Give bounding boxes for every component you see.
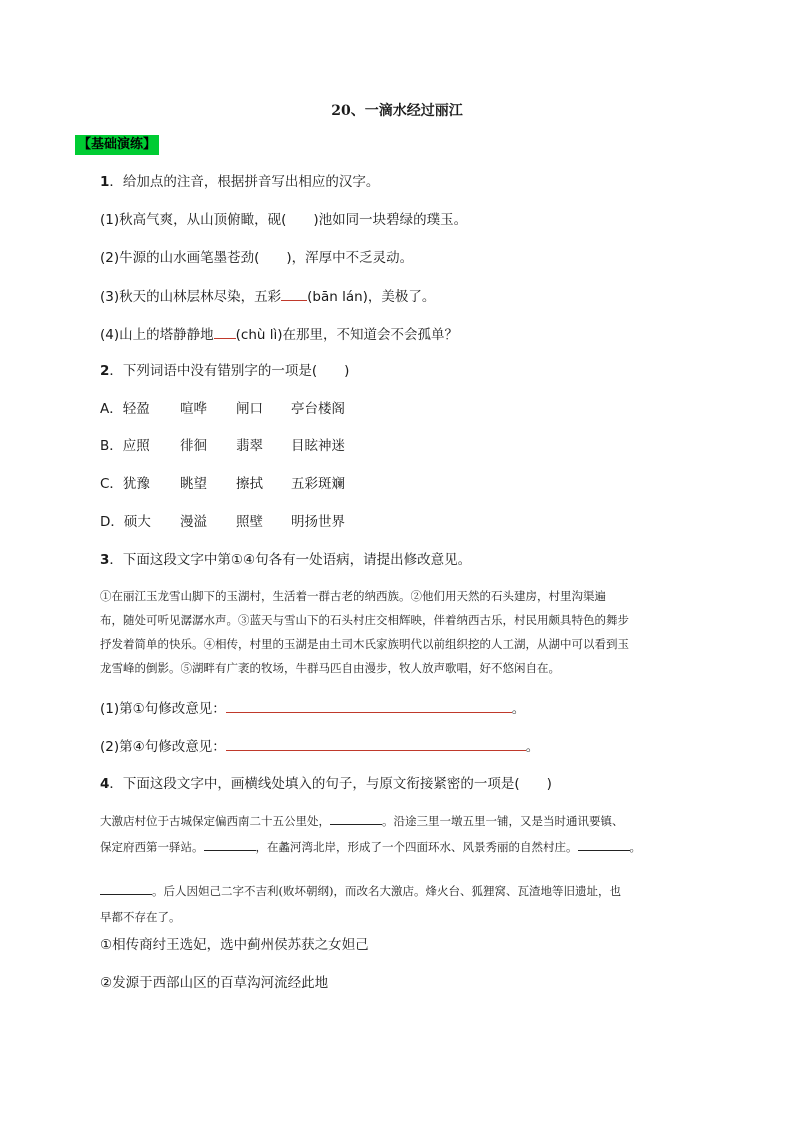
fill-blank	[204, 838, 256, 851]
answer-line[interactable]	[226, 698, 512, 713]
question-number: 3	[100, 552, 110, 568]
q3-answer-1	[100, 698, 525, 719]
fill-blank	[100, 882, 152, 895]
question-2-stem	[100, 361, 349, 381]
q2-option-c	[100, 474, 345, 494]
option-word: 目眩神迷	[291, 438, 345, 454]
question-text: ．下面这段文字中第①④句各有一处语病，请提出修改意见。	[109, 552, 472, 568]
option-word: 漫溢	[180, 514, 207, 530]
question-number: 4	[100, 776, 110, 792]
fill-blank	[330, 812, 382, 825]
option-word: 亭台楼阁	[291, 401, 345, 417]
passage-text: 。	[629, 840, 641, 854]
answer-blank	[281, 286, 307, 301]
question-text: ．下列词语中没有错别字的一项是( )	[109, 363, 350, 379]
answer-label: (1)第①句修改意见：	[100, 701, 226, 717]
fill-blank	[578, 838, 630, 851]
option-word: 徘徊	[180, 438, 207, 454]
q4-choice-1: ①相传商纣王选妃，选中蓟州侯苏获之女妲己	[100, 937, 369, 953]
q4-passage	[100, 808, 730, 930]
answer-end: 。	[525, 739, 540, 755]
answer-blank	[214, 324, 236, 339]
passage-text: 大激店村位于古城保定偏西南二十五公里处，	[100, 814, 330, 828]
question-text: ．下面这段文字中，画横线处填入的句子，与原文衔接紧密的一项是( )	[109, 776, 552, 792]
q2-option-b	[100, 436, 345, 456]
option-word: 眺望	[180, 476, 207, 492]
question-1-stem	[100, 172, 379, 192]
q1-item-4	[100, 324, 458, 345]
q1-item-3	[100, 286, 435, 307]
question-text: ．给加点的注音，根据拼音写出相应的汉字。	[109, 174, 380, 190]
q4-choice-2: ②发源于西部山区的百草沟河流经此地	[100, 975, 329, 991]
q1-item-3-text: (3)秋天的山林层林尽染，五彩	[100, 289, 282, 305]
passage-line: 抒发着简单的快乐。④相传，村里的玉湖是由土司木氏家族明代以前组织挖的人工湖，从湖中可以看到玉	[100, 637, 629, 651]
passage-text: 保定府西第一驿站。	[100, 840, 204, 854]
question-number: 1	[100, 174, 110, 190]
option-label: C．犹豫	[100, 476, 150, 492]
q2-option-a	[100, 399, 345, 419]
answer-label: (2)第④句修改意见：	[100, 739, 226, 755]
question-3-stem	[100, 550, 471, 570]
option-word: 翡翠	[236, 438, 263, 454]
q1-item-4-pinyin: (chù lì)在那里，不知道会不会孤单？	[235, 327, 458, 343]
passage-line: 布，随处可听见潺潺水声。③蓝天与雪山下的石头村庄交相辉映，伴着纳西古乐，村民用颇具特色的舞步	[100, 613, 629, 627]
option-word: 擦拭	[236, 476, 263, 492]
q3-answer-2	[100, 736, 539, 757]
passage-line	[100, 808, 730, 834]
q2-option-d	[100, 512, 345, 532]
option-label: D．硕大	[100, 514, 151, 530]
passage-text: ，在蠡河湾北岸，形成了一个四面环水、风景秀丽的自然村庄。	[255, 840, 578, 854]
section-tag: 【基础演练】	[75, 135, 159, 155]
q1-item-4-text: (4)山上的塔静静地	[100, 327, 214, 343]
question-4-stem	[100, 774, 552, 794]
passage-text: 。后人因妲己二字不吉利(败坏朝纲)，而改名大激店。烽火台、狐狸窝、瓦渣地等旧遗址，也	[152, 884, 621, 898]
page-title: 20、一滴水经过丽江	[331, 103, 463, 119]
option-word: 明扬世界	[291, 514, 345, 530]
option-word: 五彩斑斓	[291, 476, 345, 492]
answer-end: 。	[511, 701, 526, 717]
answer-line[interactable]	[226, 736, 526, 751]
question-number: 2	[100, 363, 110, 379]
passage-line: ①在丽江玉龙雪山脚下的玉湖村，生活着一群古老的纳西族。②他们用天然的石头建房，村里沟渠遍	[100, 589, 606, 603]
passage-text: 。沿途三里一墩五里一铺，又是当时通讯要镇、	[382, 814, 624, 828]
passage-line: 早都不存在了。	[100, 910, 181, 924]
q3-passage	[100, 584, 730, 680]
passage-line: 龙雪峰的倒影。⑤湖畔有广袤的牧场，牛群马匹自由漫步，牧人放声歌唱，好不悠闲自在。	[100, 661, 560, 675]
passage-line	[100, 834, 730, 860]
passage-line	[100, 878, 730, 904]
q1-item-1: (1)秋高气爽，从山顶俯瞰，砚( )池如同一块碧绿的璞玉。	[100, 212, 468, 228]
option-word: 喧哗	[180, 401, 207, 417]
option-word: 照壁	[236, 514, 263, 530]
q1-item-2: (2)牛源的山水画笔墨苍劲( )，浑厚中不乏灵动。	[100, 250, 414, 266]
option-label: B．应照	[100, 438, 150, 454]
q1-item-3-pinyin: (bān lán)，美极了。	[307, 289, 436, 305]
option-label: A．轻盈	[100, 401, 150, 417]
option-word: 闸口	[236, 401, 263, 417]
